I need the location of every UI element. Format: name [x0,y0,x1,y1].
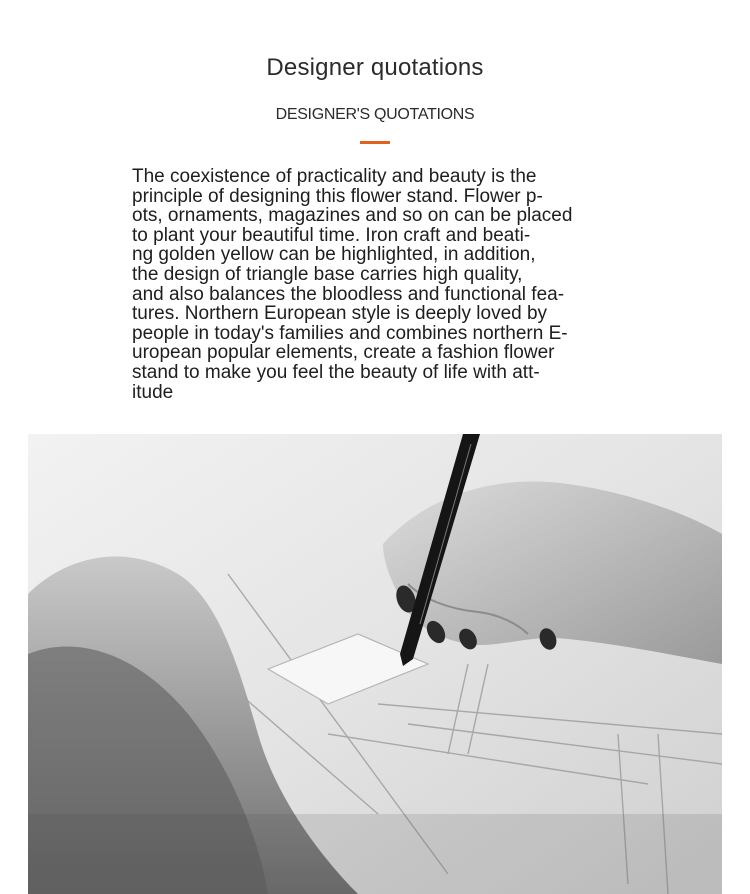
sketching-hand-photo [28,434,722,894]
description-line: the design of triangle base carries high quality, [132,263,523,285]
description-line: principle of designing this flower stand. Flower p- [132,185,543,207]
section-subtitle: DESIGNER'S QUOTATIONS [275,106,475,123]
description-line: itude [132,381,174,403]
section-title: Designer quotations [266,54,484,81]
description-line: The coexistence of practicality and beauty is the [132,166,537,187]
description-line: and also balances the bloodless and functional fea- [132,283,565,305]
accent-divider [360,141,390,144]
description-line: people in today's families and combines northern E- [132,322,568,344]
description-line: tures. Northern European style is deeply loved by [132,303,548,325]
description-line: stand to make you feel the beauty of life with att- [132,361,540,383]
description-line: ng golden yellow can be highlighted, in addition, [132,244,536,266]
description-paragraph [132,167,632,402]
description-line: uropean popular elements, create a fashion flower [132,342,555,364]
description-line: to plant your beautiful time. Iron craft and beati- [132,224,531,246]
description-line: ots, ornaments, magazines and so on can be placed [132,205,573,227]
